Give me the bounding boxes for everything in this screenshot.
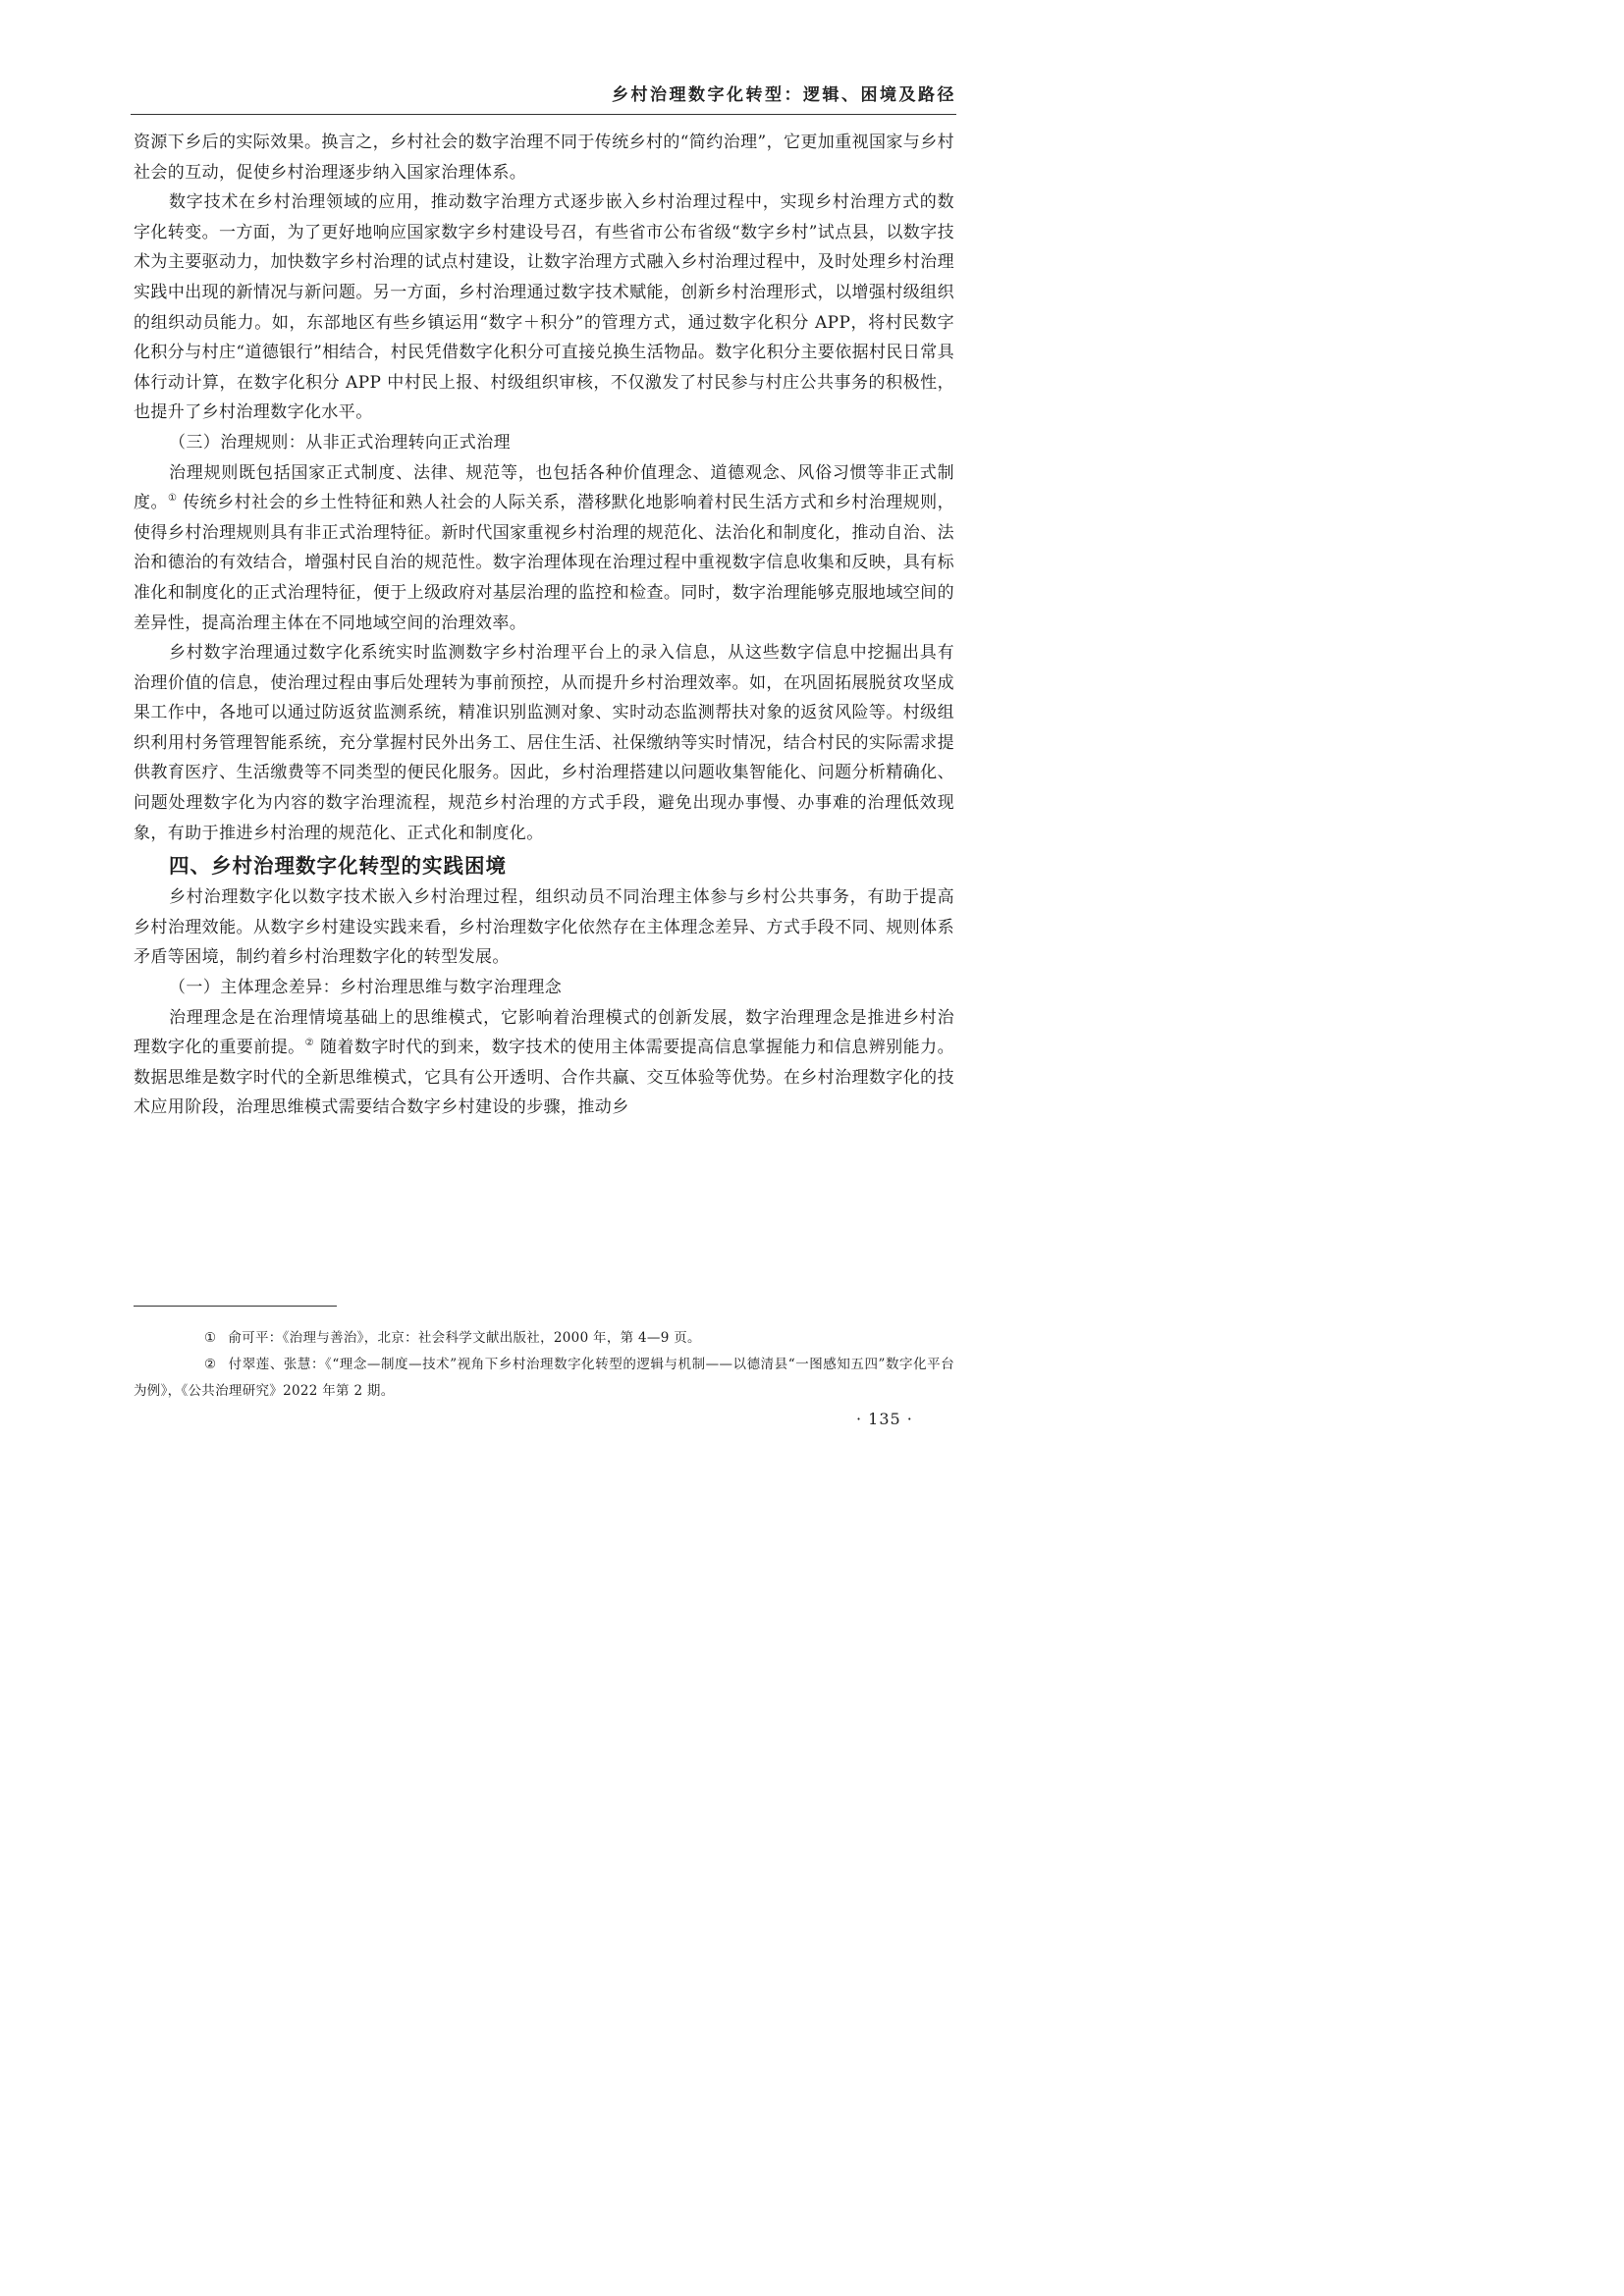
paragraph: 数字技术在乡村治理领域的应用，推动数字治理方式逐步嵌入乡村治理过程中，实现乡村治理方式的数字化转变。一方面，为了更好地响应国家数字乡村建设号召，有些省市公布省级“数字乡村”试点县，以数字技术为主要驱动力，加快数字乡村治理的试点村建设，让数字治理方式融入乡村治理过程中，及时处理乡村治理实践中出现的新情况与新问题。另一方面，乡村治理通过数字技术赋能，创新乡村治理形式，以增强村级组织的组织动员能力。如，东部地区有些乡镇运用“数字＋积分”的管理方式，通过数字化积分 APP，将村民数字化积分与村庄“道德银行”相结合，村民凭借数字化积分可直接兑换生活物品。数字化积分主要依据村民日常具体行动计算，在数字化积分 APP 中村民上报、村级组织审核，不仅激发了村民参与村庄公共事务的积极性，也提升了乡村治理数字化水平。 xyxy=(134,192,954,423)
header-rule xyxy=(131,114,956,115)
footnote-mark: ② xyxy=(204,1357,217,1372)
paragraph-text: 随着数字时代的到来，数字技术的使用主体需要提高信息掌握能力和信息辨别能力。数据思维是数字时代的全新思维模式，它具有公开透明、合作共赢、交互体验等优势。在乡村治理数字化的技术应用阶段，治理思维模式需要结合数字乡村建设的步骤，推动乡 xyxy=(134,1038,955,1118)
body-text xyxy=(134,128,954,1123)
document-page xyxy=(0,0,1082,1530)
running-head: 乡村治理数字化转型：逻辑、困境及路径 xyxy=(612,85,956,105)
paragraph: 乡村数字治理通过数字化系统实时监测数字乡村治理平台上的录入信息，从这些数字信息中挖掘出具有治理价值的信息，使治理过程由事后处理转为事前预控，从而提升乡村治理效率。如，在巩固拓展脱贫攻坚成果工作中，各地可以通过防返贫监测系统，精准识别监测对象、实时动态监测帮扶对象的返贫风险等。村级组织利用村务管理智能系统，充分掌握村民外出务工、居住生活、社保缴纳等实时情况，结合村民的实际需求提供教育医疗、生活缴费等不同类型的便民化服务。因此，乡村治理搭建以问题收集智能化、问题分析精确化、问题处理数字化为内容的数字治理流程，规范乡村治理的方式手段，避免出现办事慢、办事难的治理低效现象，有助于推进乡村治理的规范化、正式化和制度化。 xyxy=(134,643,954,843)
footnotes xyxy=(134,1325,954,1405)
footnote-reference[interactable]: ① xyxy=(167,493,178,505)
footnote-mark: ① xyxy=(204,1330,217,1346)
paragraph-text: 传统乡村社会的乡土性特征和熟人社会的人际关系，潜移默化地影响着村民生活方式和乡村治理规则，使得乡村治理规则具有非正式治理特征。新时代国家重视乡村治理的规范化、法治化和制度化，推动自治、法治和德治的有效结合，增强村民自治的规范性。数字治理体现在治理过程中重视数字信息收集和反映，具有标准化和制度化的正式治理特征，便于上级政府对基层治理的监控和检查。同时，数字治理能够克服地域空间的差异性，提高治理主体在不同地域空间的治理效率。 xyxy=(134,493,954,633)
paragraph: 乡村治理数字化以数字技术嵌入乡村治理过程，组织动员不同治理主体参与乡村公共事务，有助于提高乡村治理效能。从数字乡村建设实践来看，乡村治理数字化依然存在主体理念差异、方式手段不同、规则体系矛盾等困境，制约着乡村治理数字化的转型发展。 xyxy=(134,887,954,968)
footnote xyxy=(134,1352,954,1405)
paragraph xyxy=(134,458,954,639)
paragraph xyxy=(134,1003,954,1123)
footnote xyxy=(134,1325,954,1352)
footnote-text: 俞可平：《治理与善治》，北京：社会科学文献出版社，2000 年，第 4—9 页。 xyxy=(228,1330,701,1346)
subsection-heading: （一）主体理念差异：乡村治理思维与数字治理理念 xyxy=(169,978,563,998)
paragraph-text: 治理理念是在治理情境基础上的思维模式，它影响着治理模式的创新发展，数字治理理念是推进乡村治理数字化的重要前提。 xyxy=(134,1007,954,1058)
subsection-heading: （三）治理规则：从非正式治理转向正式治理 xyxy=(169,432,511,453)
footnote-rule xyxy=(134,1306,337,1307)
footnote-reference[interactable]: ② xyxy=(304,1038,315,1049)
page-number: · 135 · xyxy=(856,1410,913,1428)
paragraph-continued: 资源下乡后的实际效果。换言之，乡村社会的数字治理不同于传统乡村的“简约治理”，它更加重视国家与乡村社会的互动，促使乡村治理逐步纳入国家治理体系。 xyxy=(134,133,954,183)
footnote-text: 付翠莲、张慧：《“理念—制度—技术”视角下乡村治理数字化转型的逻辑与机制——以德清县“一图感知五四”数字化平台为例》，《公共治理研究》2022 年第 2 期。 xyxy=(134,1357,954,1399)
paragraph-text: 治理规则既包括国家正式制度、法律、规范等，也包括各种价值理念、道德观念、风俗习惯等非正式制度。 xyxy=(134,462,954,513)
section-heading: 四、乡村治理数字化转型的实践困境 xyxy=(169,854,507,879)
